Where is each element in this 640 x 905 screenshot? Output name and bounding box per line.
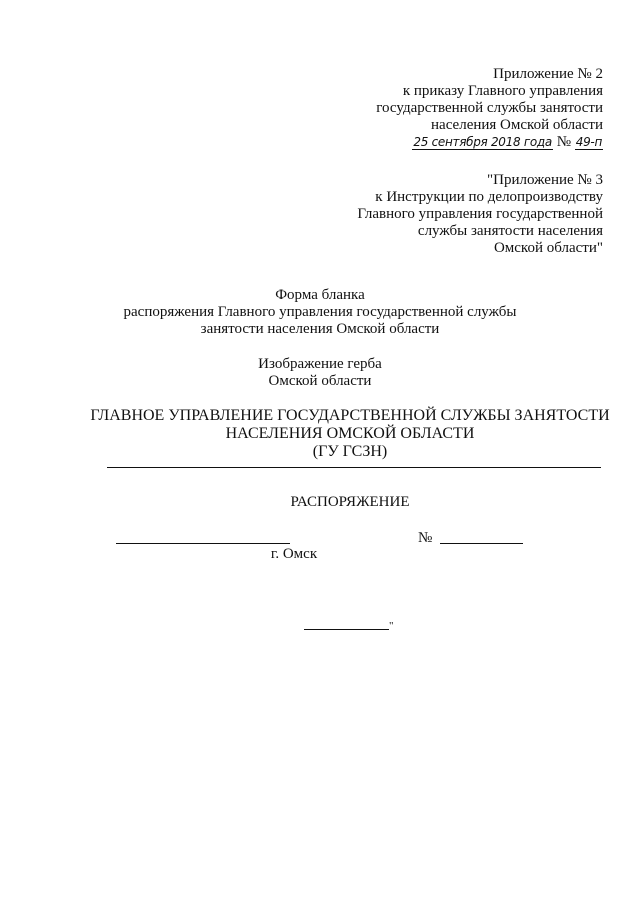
form-title-line: распоряжения Главного управления государственной службы bbox=[123, 304, 517, 320]
header-divider bbox=[107, 467, 601, 468]
date-blank-line bbox=[116, 543, 290, 544]
order-number-blank-line bbox=[440, 543, 523, 544]
appendix-2-header bbox=[357, 172, 603, 257]
appendix-2-line: "Приложение № 3 bbox=[487, 172, 603, 188]
appendix-1-line: к приказу Главного управления bbox=[402, 83, 603, 99]
order-title: РАСПОРЯЖЕНИЕ bbox=[290, 494, 410, 510]
city: г. Омск bbox=[270, 546, 318, 562]
handwritten-date: 25 сентября 2018 года bbox=[413, 135, 552, 149]
agency-name-line: ГЛАВНОЕ УПРАВЛЕНИЕ ГОСУДАРСТВЕННОЙ СЛУЖБЫ ЗАНЯТОСТИ bbox=[90, 407, 610, 424]
appendix-2-line: Главного управления государственной bbox=[357, 206, 603, 222]
number-label: № bbox=[556, 134, 571, 150]
order-number-label: № bbox=[418, 530, 433, 546]
text-blank-line bbox=[304, 629, 389, 630]
coat-of-arms-line: Изображение герба bbox=[258, 356, 382, 372]
handwritten-number: 49-п bbox=[575, 135, 602, 149]
appendix-1-header bbox=[376, 66, 603, 151]
form-title-line: Форма бланка bbox=[275, 287, 365, 303]
form-title-line: занятости населения Омской области bbox=[200, 321, 440, 337]
coat-of-arms-line: Омской области bbox=[268, 373, 372, 389]
agency-abbreviation: (ГУ ГСЗН) bbox=[312, 443, 388, 460]
appendix-1-line: Приложение № 2 bbox=[493, 66, 603, 82]
appendix-1-line: государственной службы занятости bbox=[376, 100, 603, 116]
appendix-2-line: Омской области" bbox=[493, 240, 603, 256]
appendix-2-line: к Инструкции по делопроизводству bbox=[375, 189, 603, 205]
agency-name bbox=[50, 407, 640, 461]
closing-quote: " bbox=[389, 620, 394, 632]
agency-name-line: НАСЕЛЕНИЯ ОМСКОЙ ОБЛАСТИ bbox=[225, 425, 475, 442]
appendix-2-line: службы занятости населения bbox=[417, 223, 603, 239]
appendix-1-date-number-line bbox=[376, 134, 603, 151]
form-title bbox=[0, 287, 640, 338]
coat-of-arms-placeholder bbox=[0, 356, 640, 390]
appendix-1-line: населения Омской области bbox=[431, 117, 603, 133]
